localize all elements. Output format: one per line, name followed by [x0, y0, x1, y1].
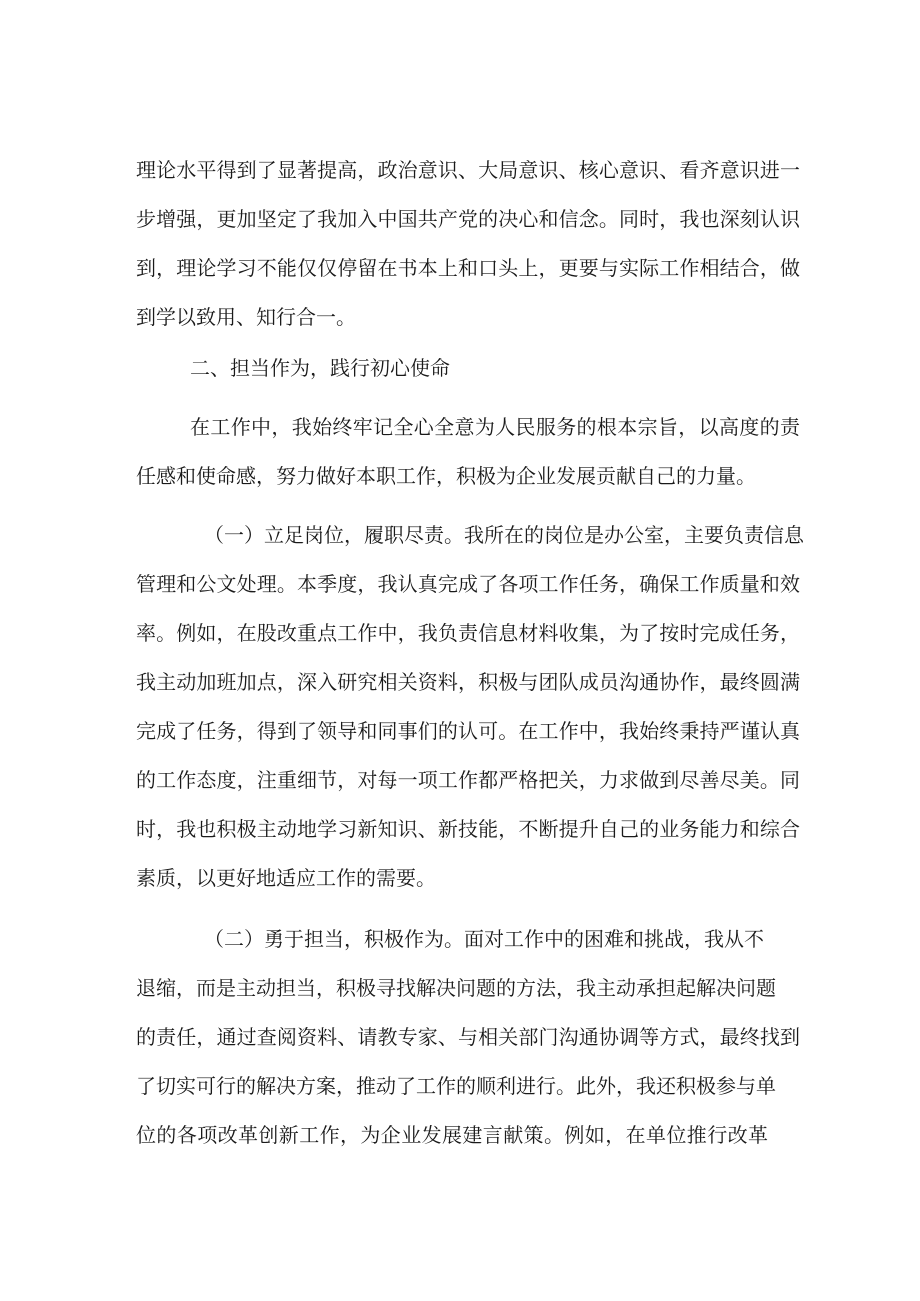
text-line: 素质，以更好地适应工作的需要。	[136, 866, 436, 890]
text-line: 了切实可行的解决方案，推动了工作的顺利进行。此外，我还积极参与单	[136, 1074, 776, 1098]
text-line: 位的各项改革创新工作，为企业发展建言献策。例如，在单位推行改革	[136, 1123, 768, 1147]
text-line: 我主动加班加点，深入研究相关资料，积极与团队成员沟通协作，最终圆满	[136, 670, 800, 694]
text-line: 率。例如，在股改重点工作中，我负责信息材料收集，为了按时完成任务，	[136, 621, 800, 645]
subsection-line: （一）立足岗位，履职尽责。我所在的岗位是办公室，主要负责信息	[204, 523, 804, 547]
text-line: 在工作中，我始终牢记全心全意为人民服务的根本宗旨，以高度的责	[190, 415, 800, 439]
text-line: 管理和公文处理。本季度，我认真完成了各项工作任务，确保工作质量和效	[136, 572, 800, 596]
text-line: 时，我也积极主动地学习新知识、新技能，不断提升自己的业务能力和综合	[136, 817, 800, 841]
subsection-line: （二）勇于担当，积极作为。面对工作中的困难和挑战，我从不	[204, 927, 764, 951]
text-line: 到，理论学习不能仅仅停留在书本上和口头上，更要与实际工作相结合，做	[136, 256, 800, 280]
text-line: 的责任，通过查阅资料、请教专家、与相关部门沟通协调等方式，最终找到	[136, 1025, 800, 1049]
text-line: 理论水平得到了显著提高，政治意识、大局意识、核心意识、看齐意识进一	[136, 158, 800, 182]
text-line: 的工作态度，注重细节，对每一项工作都严格把关，力求做到尽善尽美。同	[136, 768, 800, 792]
text-line: 任感和使命感，努力做好本职工作，积极为企业发展贡献自己的力量。	[136, 464, 756, 488]
text-line: 步增强，更加坚定了我加入中国共产党的决心和信念。同时，我也深刻认识	[136, 207, 800, 231]
text-line: 退缩，而是主动担当，积极寻找解决问题的方法，我主动承担起解决问题	[136, 976, 776, 1000]
text-line: 到学以致用、知行合一。	[136, 305, 356, 329]
text-line: 完成了任务，得到了领导和同事们的认可。在工作中，我始终秉持严谨认真	[136, 719, 800, 743]
section-heading: 二、担当作为，践行初心使命	[190, 356, 450, 380]
